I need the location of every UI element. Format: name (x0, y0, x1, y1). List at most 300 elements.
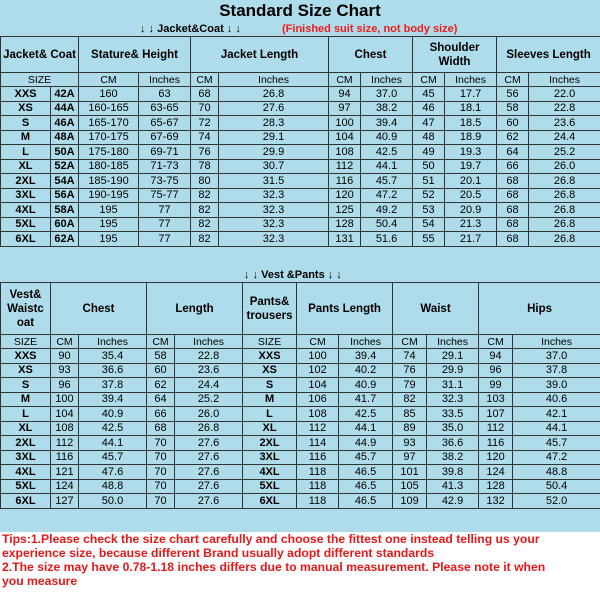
table-cell: 22.8 (529, 101, 600, 116)
table-row (1, 217, 600, 232)
table-cell: 131 (329, 232, 361, 247)
unit-cell: SIZE (243, 335, 297, 349)
table-cell: 39.0 (513, 378, 600, 393)
jacket-heading-label: ↓ ↓ Jacket&Coat ↓ ↓ (140, 23, 241, 35)
table-cell: 24.4 (529, 130, 600, 145)
table-cell: 39.4 (79, 392, 147, 407)
jacket-length-header: Jacket Length (191, 37, 329, 73)
table-cell: 195 (79, 217, 139, 232)
table-cell: 26.8 (529, 217, 600, 232)
table-cell: 25.2 (529, 145, 600, 160)
table-cell: 23.6 (529, 116, 600, 131)
table-cell: XL (1, 421, 51, 436)
table-cell: 46.5 (339, 479, 393, 494)
table-cell: 42.1 (513, 407, 600, 422)
vest-heading-label: ↓ ↓ Vest &Pants ↓ ↓ (244, 269, 342, 281)
table-cell: 32.3 (219, 232, 329, 247)
table-cell: 44.1 (361, 159, 413, 174)
table-cell: 104 (329, 130, 361, 145)
sleeves-length-header: Sleeves Length (497, 37, 600, 73)
table-cell: 71-73 (139, 159, 191, 174)
table-cell: 99 (479, 378, 513, 393)
table-cell: 100 (297, 349, 339, 364)
table-cell: 76 (393, 363, 427, 378)
table-cell: 101 (393, 465, 427, 480)
unit-cell: CM (147, 335, 175, 349)
table-cell: 175-180 (79, 145, 139, 160)
table-cell: 93 (393, 436, 427, 451)
table-cell: 118 (297, 479, 339, 494)
table-cell: 82 (191, 217, 219, 232)
table-cell: 56 (497, 87, 529, 102)
table-cell: 45.7 (339, 450, 393, 465)
table-cell: 58A (51, 203, 79, 218)
table-cell: 40.9 (339, 378, 393, 393)
table-cell: 90 (51, 349, 79, 364)
table-cell: 45.7 (513, 436, 600, 451)
table-row (1, 145, 600, 160)
table-cell: 108 (297, 407, 339, 422)
table-cell: 4XL (243, 465, 297, 480)
table-row (1, 116, 600, 131)
table-cell: 27.6 (175, 436, 243, 451)
table-cell: S (1, 378, 51, 393)
table-cell: 30.7 (219, 159, 329, 174)
table-cell: 32.3 (219, 188, 329, 203)
table-row (1, 407, 600, 422)
table-cell: 132 (479, 494, 513, 509)
table-cell: 170-175 (79, 130, 139, 145)
table-cell: 112 (51, 436, 79, 451)
table-cell: 29.1 (219, 130, 329, 145)
table-cell: 70 (147, 465, 175, 480)
table-cell: 76 (191, 145, 219, 160)
table-cell: 68 (497, 188, 529, 203)
table-cell: 39.4 (339, 349, 393, 364)
table-cell: 68 (191, 87, 219, 102)
unit-cell: Inches (445, 73, 497, 87)
table-cell: 116 (479, 436, 513, 451)
table-cell: 39.8 (427, 465, 479, 480)
table-cell: 53 (413, 203, 445, 218)
table-cell: 19.7 (445, 159, 497, 174)
table-row (1, 450, 600, 465)
table-cell: 40.2 (339, 363, 393, 378)
unit-cell: CM (413, 73, 445, 87)
table-row (1, 436, 600, 451)
table-cell: XXS (1, 349, 51, 364)
table-cell: 22.0 (529, 87, 600, 102)
table-cell: 26.8 (219, 87, 329, 102)
table-cell: 26.8 (175, 421, 243, 436)
vest-waistcoat-header: Vest& Waistc oat (1, 283, 51, 335)
unit-cell: Inches (361, 73, 413, 87)
table-cell: 36.6 (79, 363, 147, 378)
table-cell: 118 (297, 494, 339, 509)
table-row (1, 87, 600, 102)
table-cell: 42.9 (427, 494, 479, 509)
table-cell: 125 (329, 203, 361, 218)
table-cell: 116 (297, 450, 339, 465)
table-cell: 120 (479, 450, 513, 465)
table-cell: 37.0 (361, 87, 413, 102)
table-cell: 50.4 (361, 217, 413, 232)
table-cell: 47.2 (361, 188, 413, 203)
table-cell: 38.2 (427, 450, 479, 465)
table-row (1, 494, 600, 509)
table-cell: 114 (297, 436, 339, 451)
table-cell: 40.9 (361, 130, 413, 145)
table-cell: 70 (191, 101, 219, 116)
table-cell: 82 (191, 188, 219, 203)
table-cell: 46A (51, 116, 79, 131)
table-cell: 29.1 (427, 349, 479, 364)
table-cell: 6XL (1, 494, 51, 509)
table-cell: 94 (329, 87, 361, 102)
table-cell: 74 (191, 130, 219, 145)
table-cell: 56A (51, 188, 79, 203)
table-cell: 36.6 (427, 436, 479, 451)
table-cell: 82 (393, 392, 427, 407)
table-cell: 100 (51, 392, 79, 407)
table-cell: 47 (413, 116, 445, 131)
table-cell: 26.8 (529, 188, 600, 203)
table-cell: 3XL (1, 188, 51, 203)
table-row (1, 349, 600, 364)
table-cell: 79 (393, 378, 427, 393)
table-cell: 50A (51, 145, 79, 160)
table-cell: 128 (479, 479, 513, 494)
unit-cell: Inches (339, 335, 393, 349)
table-cell: 74 (393, 349, 427, 364)
table-cell: 31.5 (219, 174, 329, 189)
table-row (1, 101, 600, 116)
table-cell: 77 (139, 217, 191, 232)
table-cell: 37.8 (79, 378, 147, 393)
table-cell: 54A (51, 174, 79, 189)
table-cell: S (1, 116, 51, 131)
unit-cell: CM (79, 73, 139, 87)
table-cell: 62 (147, 378, 175, 393)
table-cell: 26.0 (175, 407, 243, 422)
table-cell: 18.5 (445, 116, 497, 131)
table-cell: 17.7 (445, 87, 497, 102)
table-cell: 97 (393, 450, 427, 465)
vest-chest-header: Chest (51, 283, 147, 335)
table-cell: 104 (297, 378, 339, 393)
unit-cell: SIZE (1, 73, 79, 87)
table-cell: 35.0 (427, 421, 479, 436)
table-cell: 160 (79, 87, 139, 102)
table-cell: 63 (139, 87, 191, 102)
table-cell: 77 (139, 232, 191, 247)
table-cell: 41.3 (427, 479, 479, 494)
table-cell: 44.1 (339, 421, 393, 436)
table-cell: 165-170 (79, 116, 139, 131)
table-cell: 37.0 (513, 349, 600, 364)
tips-notes (0, 532, 600, 600)
table-cell: 68 (497, 217, 529, 232)
stature-height-header: Stature& Height (79, 37, 191, 73)
table-cell: 24.4 (175, 378, 243, 393)
table-cell: 121 (51, 465, 79, 480)
table-cell: 48A (51, 130, 79, 145)
table-row (1, 421, 600, 436)
table-cell: 54 (413, 217, 445, 232)
table-cell: 26.8 (529, 203, 600, 218)
table-cell: 68 (497, 203, 529, 218)
table-cell: 45.7 (361, 174, 413, 189)
table-cell: 44.1 (79, 436, 147, 451)
table-cell: 6XL (243, 494, 297, 509)
table-cell: 2XL (243, 436, 297, 451)
table-cell: 82 (191, 203, 219, 218)
table-cell: 160-165 (79, 101, 139, 116)
table-cell: 107 (479, 407, 513, 422)
table-cell: 112 (297, 421, 339, 436)
table-cell: 63-65 (139, 101, 191, 116)
table-cell: M (243, 392, 297, 407)
table-cell: 3XL (243, 450, 297, 465)
table-cell: 68 (497, 174, 529, 189)
table-cell: 20.1 (445, 174, 497, 189)
table-cell: 118 (297, 465, 339, 480)
table-cell: L (243, 407, 297, 422)
table-cell: 2XL (1, 174, 51, 189)
table-row (1, 130, 600, 145)
jacket-header-row (1, 37, 600, 73)
tip-line: 2.The size may have 0.78-1.18 inches differs due to manual measurement. Please note it when (2, 560, 546, 574)
table-cell: 27.6 (175, 494, 243, 509)
table-cell: 105 (393, 479, 427, 494)
table-cell: 58 (147, 349, 175, 364)
table-cell: 124 (51, 479, 79, 494)
table-row (1, 465, 600, 480)
unit-cell: CM (479, 335, 513, 349)
table-cell: 108 (51, 421, 79, 436)
table-cell: 49.2 (361, 203, 413, 218)
table-cell: 96 (479, 363, 513, 378)
hips-header: Hips (479, 283, 600, 335)
vest-unit-row (1, 335, 600, 349)
table-cell: 32.3 (219, 217, 329, 232)
vest-header-row (1, 283, 600, 335)
table-cell: 35.4 (79, 349, 147, 364)
table-cell: 31.1 (427, 378, 479, 393)
table-cell: 46.5 (339, 494, 393, 509)
table-cell: 18.1 (445, 101, 497, 116)
table-cell: 21.3 (445, 217, 497, 232)
table-cell: 82 (191, 232, 219, 247)
table-cell: 108 (329, 145, 361, 160)
waist-header: Waist (393, 283, 479, 335)
table-cell: 69-71 (139, 145, 191, 160)
table-cell: 28.3 (219, 116, 329, 131)
table-row (1, 188, 600, 203)
table-cell: 42.5 (339, 407, 393, 422)
table-cell: 64 (147, 392, 175, 407)
shoulder-width-header: Shoulder Width (413, 37, 497, 73)
table-cell: 195 (79, 232, 139, 247)
table-cell: 42A (51, 87, 79, 102)
table-cell: 52.0 (513, 494, 600, 509)
table-cell: 20.5 (445, 188, 497, 203)
table-cell: 32.3 (219, 203, 329, 218)
table-cell: 102 (297, 363, 339, 378)
table-cell: 120 (329, 188, 361, 203)
table-cell: 180-185 (79, 159, 139, 174)
table-cell: 38.2 (361, 101, 413, 116)
table-cell: 42.5 (361, 145, 413, 160)
table-row (1, 392, 600, 407)
table-cell: 195 (79, 203, 139, 218)
table-cell: 127 (51, 494, 79, 509)
table-cell: 52 (413, 188, 445, 203)
vest-length-header: Length (147, 283, 243, 335)
table-cell: 44.9 (339, 436, 393, 451)
table-cell: XL (243, 421, 297, 436)
table-cell: 58 (497, 101, 529, 116)
table-cell: 6XL (1, 232, 51, 247)
table-cell: 104 (51, 407, 79, 422)
tip-line: you measure (2, 574, 78, 588)
jacket-size-table (0, 36, 600, 247)
table-cell: 45.7 (79, 450, 147, 465)
unit-cell: CM (297, 335, 339, 349)
table-cell: 42.5 (79, 421, 147, 436)
unit-cell: Inches (513, 335, 600, 349)
table-cell: L (1, 145, 51, 160)
table-cell: 51 (413, 174, 445, 189)
table-cell: 46 (413, 101, 445, 116)
table-cell: 3XL (1, 450, 51, 465)
unit-cell: Inches (219, 73, 329, 87)
table-cell: 70 (147, 494, 175, 509)
table-cell: 25.2 (175, 392, 243, 407)
table-cell: 185-190 (79, 174, 139, 189)
table-cell: 103 (479, 392, 513, 407)
table-cell: 73-75 (139, 174, 191, 189)
table-cell: 89 (393, 421, 427, 436)
table-cell: 21.7 (445, 232, 497, 247)
table-cell: 70 (147, 450, 175, 465)
pants-length-header: Pants Length (297, 283, 393, 335)
table-cell: 55 (413, 232, 445, 247)
jacket-coat-header: Jacket& Coat (1, 37, 79, 73)
table-cell: 49 (413, 145, 445, 160)
table-cell: 62 (497, 130, 529, 145)
table-cell: 50.0 (79, 494, 147, 509)
unit-cell: Inches (175, 335, 243, 349)
table-cell: 37.8 (513, 363, 600, 378)
table-cell: 27.6 (219, 101, 329, 116)
table-cell: 26.8 (529, 232, 600, 247)
unit-cell: Inches (139, 73, 191, 87)
table-cell: 128 (329, 217, 361, 232)
table-cell: 26.8 (529, 174, 600, 189)
table-cell: 190-195 (79, 188, 139, 203)
table-cell: 27.6 (175, 450, 243, 465)
table-cell: 106 (297, 392, 339, 407)
jacket-unit-row (1, 73, 600, 87)
table-cell: 29.9 (219, 145, 329, 160)
table-cell: 44A (51, 101, 79, 116)
table-cell: 97 (329, 101, 361, 116)
unit-cell: Inches (79, 335, 147, 349)
table-cell: 26.0 (529, 159, 600, 174)
table-cell: 94 (479, 349, 513, 364)
table-cell: 80 (191, 174, 219, 189)
table-cell: 112 (329, 159, 361, 174)
table-cell: M (1, 392, 51, 407)
table-cell: 67-69 (139, 130, 191, 145)
table-cell: 112 (479, 421, 513, 436)
jacket-section-heading (0, 22, 600, 36)
table-cell: 75-77 (139, 188, 191, 203)
table-row (1, 232, 600, 247)
table-cell: XS (243, 363, 297, 378)
table-cell: 62A (51, 232, 79, 247)
table-cell: 29.9 (427, 363, 479, 378)
table-row (1, 159, 600, 174)
table-row (1, 174, 600, 189)
table-cell: 22.8 (175, 349, 243, 364)
finished-size-note: (Finished suit size, not body size) (282, 23, 458, 35)
table-cell: 100 (329, 116, 361, 131)
table-cell: 96 (51, 378, 79, 393)
table-cell: 23.6 (175, 363, 243, 378)
table-cell: 2XL (1, 436, 51, 451)
table-cell: 64 (497, 145, 529, 160)
table-cell: 32.3 (427, 392, 479, 407)
table-cell: 66 (147, 407, 175, 422)
table-cell: 48 (413, 130, 445, 145)
table-cell: 40.6 (513, 392, 600, 407)
table-cell: 124 (479, 465, 513, 480)
table-cell: XS (1, 101, 51, 116)
table-cell: L (1, 407, 51, 422)
unit-cell: CM (329, 73, 361, 87)
table-cell: 116 (51, 450, 79, 465)
table-cell: 45 (413, 87, 445, 102)
table-row (1, 479, 600, 494)
table-row (1, 363, 600, 378)
table-cell: 109 (393, 494, 427, 509)
table-cell: 70 (147, 436, 175, 451)
table-cell: 66 (497, 159, 529, 174)
table-cell: 27.6 (175, 465, 243, 480)
unit-cell: CM (393, 335, 427, 349)
table-cell: 60 (497, 116, 529, 131)
table-cell: 41.7 (339, 392, 393, 407)
table-cell: 20.9 (445, 203, 497, 218)
table-cell: 47.6 (79, 465, 147, 480)
unit-cell: CM (51, 335, 79, 349)
table-cell: XXS (1, 87, 51, 102)
tip-line: experience size, because different Brand usually adopt different standards (2, 546, 435, 560)
table-cell: XXS (243, 349, 297, 364)
unit-cell: SIZE (1, 335, 51, 349)
table-cell: XS (1, 363, 51, 378)
tip-line: Tips:1.Please check the size chart carefully and choose the fittest one instead telling us your (2, 532, 540, 546)
table-cell: 72 (191, 116, 219, 131)
table-cell: 68 (497, 232, 529, 247)
unit-cell: CM (497, 73, 529, 87)
table-cell: 78 (191, 159, 219, 174)
table-cell: 44.1 (513, 421, 600, 436)
table-cell: 48.8 (513, 465, 600, 480)
table-cell: 19.3 (445, 145, 497, 160)
